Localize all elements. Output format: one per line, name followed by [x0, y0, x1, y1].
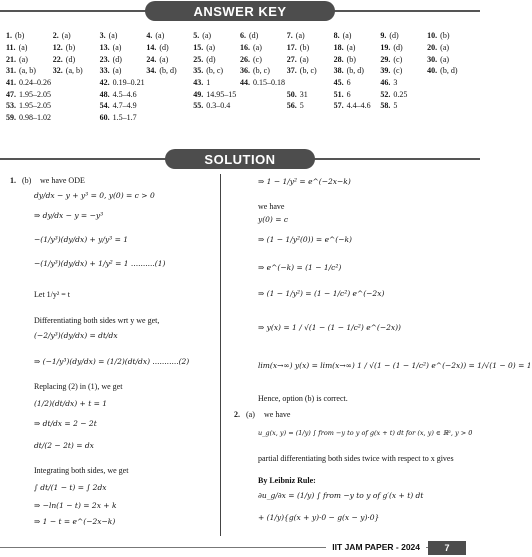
- question-number: 47.: [6, 89, 16, 99]
- question-number: 53.: [6, 101, 16, 111]
- question-intro: we have: [264, 410, 291, 419]
- answer-value: (a, b): [19, 66, 36, 76]
- answer-value: (a): [295, 31, 305, 41]
- answer-key-cell: [6, 78, 53, 87]
- answer-key-cell: [6, 101, 53, 110]
- question-number: 20.: [427, 43, 438, 53]
- answer-key-cell: [100, 90, 147, 99]
- answer-value: 3: [393, 78, 398, 88]
- question-number: 23.: [99, 54, 110, 64]
- question-intro: we have ODE: [40, 176, 85, 185]
- substitution-text: Let 1/y² = t: [34, 290, 71, 299]
- answer-key-cell: [6, 31, 53, 40]
- question-number: 26.: [239, 54, 250, 64]
- answer-key-cell: [334, 78, 381, 87]
- solution-banner: [0, 148, 480, 170]
- answer-key-row: [6, 88, 474, 100]
- question-number: 14.: [146, 43, 157, 53]
- question-number: 17.: [286, 43, 297, 53]
- answer-key-cell: [193, 66, 240, 75]
- question-number: 37.: [286, 66, 297, 76]
- answer-value: (a): [440, 43, 450, 53]
- answer-key-cell: [6, 43, 53, 52]
- answer-key-cell: [193, 101, 240, 110]
- equation: ⇒ y(x) = 1 / √(1 − (1 − 1/c²) e^(−2x)): [258, 323, 401, 332]
- question-number: 31.: [6, 66, 16, 76]
- answer-value: (a): [108, 31, 118, 41]
- question-number: 18.: [333, 43, 344, 53]
- answer-key-cell: [380, 66, 427, 75]
- answer-value: (d): [389, 31, 399, 41]
- question-number: 60.: [99, 113, 110, 123]
- answer-value: 1.95–2.05: [19, 101, 51, 111]
- footer-label: IIT JAM PAPER - 2024: [326, 542, 426, 552]
- answer-value: 14.95–15: [206, 89, 237, 99]
- answer-key-cell: [240, 78, 287, 87]
- answer-key-cell: [100, 31, 147, 40]
- answer-key-cell: [53, 101, 100, 110]
- answer-key-row: [6, 53, 474, 65]
- question-number: 1.: [10, 176, 16, 185]
- equation: u_g(x, y) = (1/y) ∫ from −y to y of g(x + t) dt for (x, y) ∈ ℝ², y > 0: [258, 429, 473, 437]
- paragraph-text: Replacing (2) in (1), we get: [34, 382, 123, 391]
- equation: ∂u_g/∂x = (1/y) ∫ from −y to y of g′(x + t) dt: [258, 491, 424, 500]
- answer-key-cell: [100, 55, 147, 64]
- answer-value: 5: [299, 101, 304, 111]
- answer-value: (d): [393, 43, 403, 53]
- answer-key-row: [6, 77, 474, 89]
- equation: dt/(2 − 2t) = dx: [34, 441, 94, 450]
- answer-value: 6: [346, 89, 351, 99]
- paragraph-text: we have: [258, 202, 285, 211]
- answer-value: (a): [112, 43, 122, 53]
- question-number: 5.: [193, 31, 200, 41]
- question-number: 56.: [286, 101, 297, 111]
- answer-value: (a): [18, 43, 28, 53]
- answer-value: (a): [252, 43, 262, 53]
- solution-title: SOLUTION: [165, 149, 315, 169]
- answer-key-cell: [146, 78, 193, 87]
- question-number: 24.: [146, 54, 157, 64]
- equation: ⇒ (−1/y³)(dy/dx) = (1/2)(dt/dx) ...........(2): [34, 357, 190, 366]
- question-number: 2.: [234, 410, 240, 419]
- answer-key-cell: [334, 43, 381, 52]
- answer-key-cell: [193, 55, 240, 64]
- answer-key-cell: [287, 78, 334, 87]
- question-answer: (a): [246, 410, 255, 419]
- page-footer: [0, 541, 480, 555]
- answer-value: (b, c): [299, 66, 317, 76]
- equation: ⇒ e^(−k) = (1 − 1/c²): [258, 263, 342, 272]
- answer-key-cell: [6, 55, 53, 64]
- answer-key-banner: [0, 0, 480, 22]
- answer-key-cell: [240, 31, 287, 40]
- question-number: 41.: [6, 78, 16, 88]
- answer-key-cell: [287, 31, 334, 40]
- answer-key-cell: [240, 55, 287, 64]
- answer-value: 4.4–4.6: [346, 101, 371, 111]
- answer-value: (b): [440, 31, 450, 41]
- answer-key-cell: [380, 90, 427, 99]
- question-number: 43.: [193, 78, 204, 88]
- answer-key-cell: [6, 90, 53, 99]
- answer-key-cell: [427, 113, 474, 122]
- answer-value: (b): [15, 31, 25, 41]
- question-number: 49.: [193, 89, 204, 99]
- question-number: 35.: [193, 66, 204, 76]
- question-number: 28.: [333, 54, 344, 64]
- question-number: 1.: [6, 31, 12, 41]
- answer-key-cell: [334, 55, 381, 64]
- question-number: 6.: [239, 31, 246, 41]
- answer-key-cell: [53, 43, 100, 52]
- question-number: 7.: [286, 31, 293, 41]
- question-number: 19.: [380, 43, 391, 53]
- equation: ⇒ (1 − 1/y²(0)) = e^(−k): [258, 235, 352, 244]
- equation: ⇒ dy/dx − y = −y³: [34, 211, 104, 220]
- answer-key-cell: [53, 113, 100, 122]
- question-number: 48.: [99, 89, 110, 99]
- answer-key-cell: [427, 31, 474, 40]
- question-number: 25.: [193, 54, 204, 64]
- answer-key-cell: [240, 90, 287, 99]
- answer-key-cell: [380, 31, 427, 40]
- question-number: 57.: [333, 101, 344, 111]
- answer-key-cell: [427, 101, 474, 110]
- answer-key-cell: [427, 55, 474, 64]
- answer-key-cell: [193, 31, 240, 40]
- answer-key-title: ANSWER KEY: [145, 1, 335, 21]
- answer-value: (a): [112, 66, 122, 76]
- answer-key-row: [6, 30, 474, 42]
- answer-value: 6: [346, 78, 351, 88]
- answer-key-cell: [240, 43, 287, 52]
- answer-value: (d): [248, 31, 259, 41]
- answer-key-cell: [287, 90, 334, 99]
- equation: ⇒ dt/dx = 2 − 2t: [34, 419, 97, 428]
- answer-value: (b): [299, 43, 310, 53]
- answer-value: 4.5–4.6: [112, 89, 137, 99]
- answer-key-cell: [146, 43, 193, 52]
- answer-key-cell: [193, 113, 240, 122]
- answer-value: 0.3–0.4: [206, 101, 231, 111]
- question-number: 59.: [6, 113, 16, 123]
- question-number: 11.: [6, 43, 16, 53]
- answer-key-cell: [334, 101, 381, 110]
- paragraph-text: partial differentiating both sides twice with respect to x gives: [258, 454, 454, 463]
- answer-key-cell: [380, 43, 427, 52]
- answer-value: 1.5–1.7: [112, 113, 137, 123]
- answer-key-cell: [334, 90, 381, 99]
- answer-key-cell: [380, 55, 427, 64]
- question-number: 55.: [193, 101, 204, 111]
- answer-value: (d): [159, 43, 169, 53]
- answer-key-cell: [427, 78, 474, 87]
- answer-key-cell: [427, 90, 474, 99]
- equation: ⇒ 1 − 1/y² = e^(−2x−k): [258, 177, 351, 186]
- answer-value: (a): [202, 31, 212, 41]
- answer-value: (c): [393, 54, 403, 64]
- equation: −(1/y³)(dy/dx) + 1/y² = 1 ..........(1): [34, 259, 166, 268]
- answer-key-cell: [240, 113, 287, 122]
- question-number: 52.: [380, 89, 391, 99]
- answer-value: (b, d): [346, 66, 364, 76]
- answer-value: 1.95–2.05: [19, 89, 51, 99]
- answer-key-cell: [193, 43, 240, 52]
- equation: −(1/y³)(dy/dx) + y/y³ = 1: [34, 235, 129, 244]
- question-number: 38.: [333, 66, 344, 76]
- answer-key-cell: [100, 113, 147, 122]
- equation: dy/dx − y + y³ = 0, y(0) = c > 0: [34, 191, 155, 200]
- equation: ⇒ −ln(1 − t) = 2x + k: [34, 501, 117, 510]
- answer-key-cell: [53, 78, 100, 87]
- question-number: 22.: [52, 54, 63, 64]
- answer-key-cell: [287, 101, 334, 110]
- question-number: 50.: [286, 89, 297, 99]
- answer-value: (a): [206, 43, 216, 53]
- answer-value: (d): [65, 54, 76, 64]
- solution-right-column: [230, 176, 532, 531]
- answer-key-cell: [146, 55, 193, 64]
- answer-key-row: [6, 112, 474, 124]
- answer-key-cell: [334, 113, 381, 122]
- answer-value: (a): [299, 54, 309, 64]
- question-number: 34.: [146, 66, 157, 76]
- answer-value: 1: [206, 78, 211, 88]
- page-number: 7: [428, 541, 466, 555]
- equation: ⇒ 1 − t = e^(−2x−k): [34, 517, 116, 526]
- answer-key-cell: [287, 55, 334, 64]
- answer-value: 0.24–0.26: [19, 78, 51, 88]
- answer-value: 5: [393, 101, 398, 111]
- question-number: 45.: [333, 78, 344, 88]
- question-number: 30.: [427, 54, 438, 64]
- question-number: 21.: [6, 54, 16, 64]
- equation: (1/2)(dt/dx) + t = 1: [34, 399, 108, 408]
- column-divider: [220, 174, 221, 536]
- answer-key-cell: [100, 78, 147, 87]
- answer-value: (d): [112, 54, 122, 64]
- answer-key-cell: [100, 66, 147, 75]
- question-number: 13.: [99, 43, 110, 53]
- question-number: 12.: [52, 43, 63, 53]
- answer-key-cell: [53, 90, 100, 99]
- question-number: 36.: [239, 66, 250, 76]
- question-number: 44.: [239, 78, 250, 88]
- question-answer: (b): [22, 176, 32, 185]
- answer-value: (a): [440, 54, 450, 64]
- answer-key-cell: [146, 66, 193, 75]
- equation: ⇒ (1 − 1/y²) = (1 − 1/c²) e^(−2x): [258, 289, 385, 298]
- solution-left-column: [10, 176, 215, 531]
- answer-value: (a): [159, 54, 169, 64]
- answer-value: (a): [61, 31, 71, 41]
- answer-key-cell: [334, 66, 381, 75]
- answer-value: (b, d): [440, 66, 458, 76]
- answer-key-cell: [334, 31, 381, 40]
- answer-key-cell: [53, 66, 100, 75]
- answer-value: (a): [346, 43, 356, 53]
- answer-value: (a, b): [65, 66, 83, 76]
- equation: ∫ dt/(1 − t) = ∫ 2dx: [34, 483, 107, 492]
- answer-value: (a): [19, 54, 28, 64]
- question-number: 33.: [99, 66, 110, 76]
- answer-value: (b, c): [252, 66, 270, 76]
- question-number: 58.: [380, 101, 391, 111]
- answer-key-cell: [240, 66, 287, 75]
- answer-key-cell: [6, 66, 53, 75]
- answer-key-cell: [380, 101, 427, 110]
- answer-key-cell: [427, 66, 474, 75]
- answer-key-row: [6, 42, 474, 54]
- question-number: 16.: [239, 43, 250, 53]
- question-number: 46.: [380, 78, 391, 88]
- answer-key-row: [6, 100, 474, 112]
- question-number: 2.: [52, 31, 59, 41]
- question-number: 8.: [333, 31, 340, 41]
- question-number: 40.: [427, 66, 438, 76]
- question-number: 29.: [380, 54, 391, 64]
- equation: (−2/y³)(dy/dx) = dt/dx: [34, 331, 118, 340]
- question-number: 51.: [333, 89, 344, 99]
- answer-key-cell: [427, 43, 474, 52]
- answer-key-cell: [380, 78, 427, 87]
- paragraph-text: Integrating both sides, we get: [34, 466, 129, 475]
- answer-value: (b): [346, 54, 356, 64]
- equation: y(0) = c: [258, 215, 289, 224]
- answer-key-cell: [146, 113, 193, 122]
- question-number: 42.: [99, 78, 110, 88]
- answer-value: (a): [342, 31, 352, 41]
- answer-key-cell: [193, 90, 240, 99]
- answer-key-cell: [287, 113, 334, 122]
- answer-key-cell: [380, 113, 427, 122]
- answer-value: 0.19–0.21: [112, 78, 145, 88]
- answer-value: (d): [206, 54, 216, 64]
- answer-key-cell: [193, 78, 240, 87]
- answer-key-cell: [53, 55, 100, 64]
- answer-key-cell: [100, 101, 147, 110]
- answer-value: (b, d): [159, 66, 177, 76]
- answer-key-cell: [146, 101, 193, 110]
- answer-key-cell: [100, 43, 147, 52]
- answer-key-cell: [53, 31, 100, 40]
- answer-key-row: [6, 65, 474, 77]
- answer-value: (b): [65, 43, 76, 53]
- answer-value: 0.15–0.18: [252, 78, 285, 88]
- answer-value: 4.7–4.9: [112, 101, 137, 111]
- question-number: 27.: [286, 54, 297, 64]
- answer-value: (c): [252, 54, 262, 64]
- equation: lim(x→∞) y(x) = lim(x→∞) 1 / √(1 − (1 − 1/c²) e^(−2x)) = 1/√(1 − 0) = 1: [258, 361, 532, 370]
- answer-key-table: [6, 30, 474, 124]
- question-number: 39.: [380, 66, 391, 76]
- answer-key-cell: [287, 43, 334, 52]
- answer-value: 0.98–1.02: [19, 113, 51, 123]
- answer-key-cell: [240, 101, 287, 110]
- question-number: 3.: [99, 31, 106, 41]
- question-number: 15.: [193, 43, 204, 53]
- paragraph-text: Differentiating both sides wrt y we get,: [34, 316, 160, 325]
- question-number: 10.: [427, 31, 438, 41]
- answer-value: 0.25: [393, 89, 408, 99]
- answer-key-cell: [6, 113, 53, 122]
- question-number: 54.: [99, 101, 110, 111]
- conclusion-text: Hence, option (b) is correct.: [258, 394, 348, 403]
- answer-value: 31: [299, 89, 308, 99]
- question-number: 9.: [380, 31, 387, 41]
- answer-value: (c): [393, 66, 403, 76]
- answer-key-cell: [287, 66, 334, 75]
- answer-value: (b, c): [206, 66, 224, 76]
- rule-heading: By Leibniz Rule:: [258, 476, 316, 485]
- equation: + (1/y){g(x + y)·0 − g(x − y)·0}: [258, 513, 380, 522]
- answer-key-cell: [146, 31, 193, 40]
- question-number: 32.: [52, 66, 63, 76]
- answer-value: (a): [155, 31, 165, 41]
- answer-key-cell: [146, 90, 193, 99]
- question-number: 4.: [146, 31, 153, 41]
